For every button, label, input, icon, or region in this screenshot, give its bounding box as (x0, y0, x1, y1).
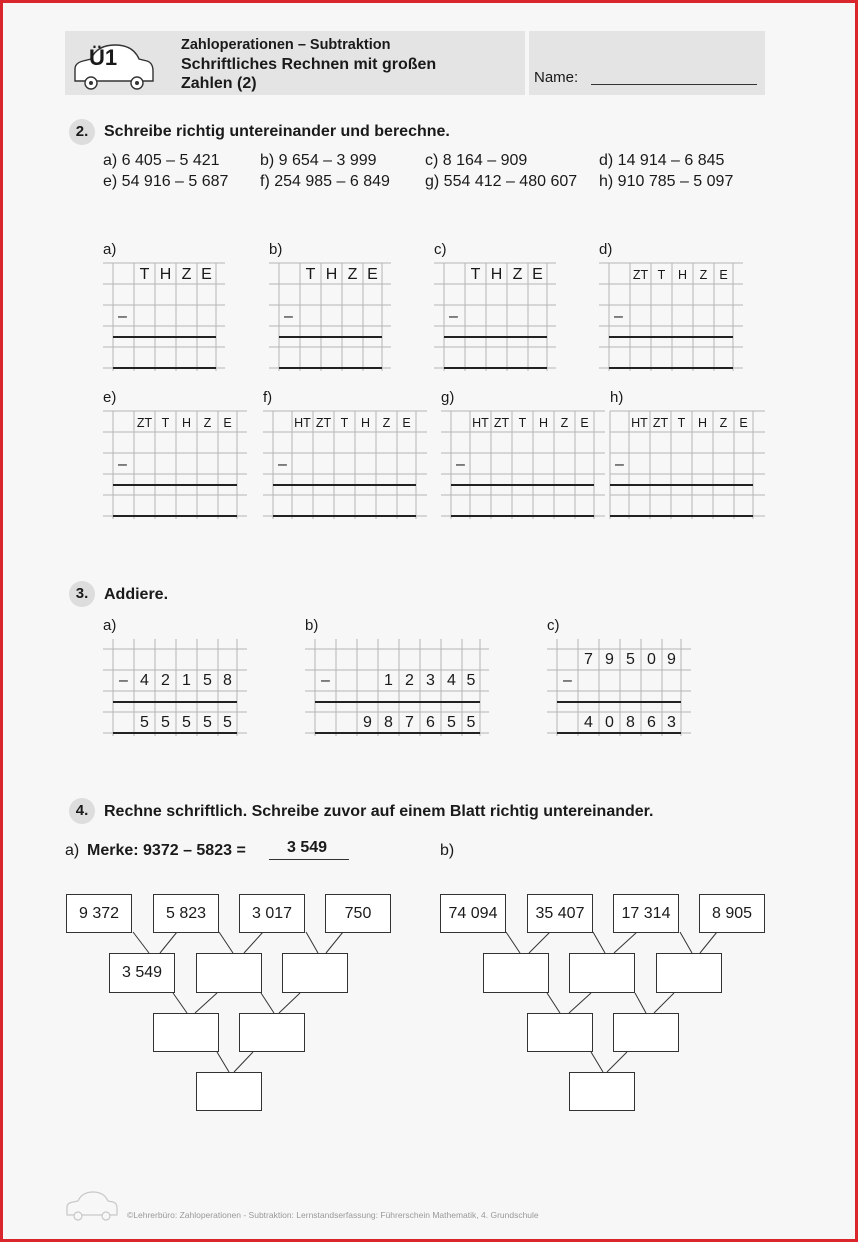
task3-b-digit: 5 (466, 672, 476, 689)
tree-b-top-box: 17 314 (613, 894, 679, 933)
tree-a-mid-box[interactable] (282, 953, 348, 993)
exercise-b: b) 9 654 – 3 999 (260, 152, 377, 169)
grid-c-header-E: E (532, 266, 543, 283)
tree-b-top-box: 35 407 (527, 894, 593, 933)
grid-f-header-H: H (360, 416, 371, 430)
tree-b-low-box[interactable] (527, 1013, 593, 1052)
grid-e-header-H: H (181, 416, 192, 430)
header-title-line1: Schriftliches Rechnen mit großen (181, 56, 437, 73)
grid-c-header-Z: Z (512, 266, 523, 283)
grid-f-header-E: E (402, 416, 411, 430)
grid-f-header-T: T (340, 416, 349, 430)
task3-b-digit: 1 (384, 672, 393, 689)
tree-b-low-box[interactable] (613, 1013, 679, 1052)
grid-c-header-T: T (470, 266, 481, 283)
grid-h-header-H: H (697, 416, 708, 430)
task2-number: 2. (69, 119, 95, 145)
tree-b-mid-box[interactable] (656, 953, 722, 993)
grid-e-header-T: T (161, 416, 170, 430)
grid-b-minus: – (284, 308, 293, 325)
exercise-f: f) 254 985 – 6 849 (260, 173, 390, 190)
task3-c-result-digit: 8 (626, 714, 635, 731)
grid-b-label: b) (269, 241, 283, 258)
task3-number: 3. (69, 581, 95, 607)
task3-instruction: Addiere. (104, 586, 169, 603)
grid-h-header-HT: HT (631, 416, 648, 430)
task3-b-digit: 4 (447, 672, 456, 689)
grid-e-minus: – (118, 456, 127, 473)
task3-c-digit: 7 (584, 651, 593, 668)
footer-car-icon (63, 1187, 119, 1223)
grid-a-minus: – (118, 308, 127, 325)
task3-a-digit: 5 (203, 672, 212, 689)
task3-a-digit: 8 (223, 672, 232, 689)
grid-f-header-Z: Z (382, 416, 391, 430)
grid-h-header-Z: Z (719, 416, 728, 430)
grid-f-label: f) (263, 389, 273, 406)
task4-a-answer: 3 549 (287, 839, 328, 856)
task3-c-digit: 9 (605, 651, 614, 668)
task3-a-result-digit: 5 (182, 714, 191, 731)
grid-d-header-Z: Z (699, 268, 708, 282)
tree-a-top-box: 750 (325, 894, 391, 933)
task4-number: 4. (69, 798, 95, 824)
grid-d-header-E: E (719, 268, 728, 282)
grid-h-header-ZT: ZT (652, 416, 669, 430)
exercise-d: d) 14 914 – 6 845 (599, 152, 725, 169)
grid-b-header-T: T (305, 266, 316, 283)
task3-c-result-digit: 6 (647, 714, 656, 731)
task3-b-result-digit: 7 (405, 714, 414, 731)
task3-c-minus: – (563, 672, 572, 689)
task3-a-digit: 1 (182, 672, 191, 689)
grid-h-header-E: E (739, 416, 748, 430)
grid-g-header-E: E (580, 416, 589, 430)
grid-b-header-E: E (367, 266, 378, 283)
grid-f-header-HT: HT (294, 416, 311, 430)
task3-a-result-digit: 5 (140, 714, 149, 731)
exercise-c: c) 8 164 – 909 (425, 152, 528, 169)
footer-copyright: ©Lehrerbüro: Zahloperationen - Subtraktion: Lernstandserfassung: Führerschein Mathematik, 4. Grundschule (127, 1210, 539, 1220)
badge: Ü1 (89, 45, 118, 70)
task3-a-result-digit: 5 (161, 714, 170, 731)
task2-instruction: Schreibe richtig untereinander und berechne. (104, 123, 450, 140)
task3-a-digit: 4 (140, 672, 149, 689)
task4-a-answer-line (269, 859, 349, 860)
grid-b-header-Z: Z (347, 266, 358, 283)
task3-b-result-digit: 8 (384, 714, 393, 731)
task3-b-minus: – (321, 672, 330, 689)
tree-b-mid-box[interactable] (569, 953, 635, 993)
tree-a-top-box: 9 372 (66, 894, 132, 933)
task3-b-result-digit: 6 (426, 714, 435, 731)
tree-a-low-box[interactable] (239, 1013, 305, 1052)
grid-g-minus: – (456, 456, 465, 473)
tree-b-bottom-box[interactable] (569, 1072, 635, 1111)
grid-g-label: g) (441, 389, 455, 406)
grid-h-minus: – (615, 456, 624, 473)
task3-b-result-digit: 5 (466, 714, 476, 731)
tree-a-top-box: 5 823 (153, 894, 219, 933)
task3-b-result-digit: 5 (447, 714, 456, 731)
task3-c-result-digit: 0 (605, 714, 614, 731)
task4-instruction: Rechne schriftlich. Schreibe zuvor auf einem Blatt richtig untereinander. (104, 803, 654, 820)
grid-d-header-T: T (657, 268, 666, 282)
task3-c-label: c) (547, 617, 560, 634)
grid-d-label: d) (599, 241, 613, 258)
tree-b-top-box: 74 094 (440, 894, 506, 933)
task2-grids[interactable] (3, 3, 858, 1245)
grid-g-header-Z: Z (560, 416, 569, 430)
grid-a-label: a) (103, 241, 117, 258)
grid-d-header-ZT: ZT (632, 268, 649, 282)
exercise-a: a) 6 405 – 5 421 (103, 152, 220, 169)
task3-b-label: b) (305, 617, 319, 634)
task3-b-result-digit: 9 (363, 714, 372, 731)
grid-b-header-H: H (325, 266, 338, 283)
grid-f-header-ZT: ZT (315, 416, 332, 430)
grid-e-label: e) (103, 389, 117, 406)
grid-d-minus: – (614, 308, 623, 325)
grid-g-header-H: H (538, 416, 549, 430)
tree-a-mid-box[interactable]: 3 549 (109, 953, 175, 993)
task4-b-label: b) (440, 842, 455, 859)
grid-a-header-Z: Z (181, 266, 192, 283)
grid-e-header-E: E (223, 416, 232, 430)
exercise-h: h) 910 785 – 5 097 (599, 173, 734, 190)
grid-c-header-H: H (490, 266, 503, 283)
tree-a-mid-box[interactable] (196, 953, 262, 993)
task3-a-minus: – (119, 672, 128, 689)
task3-c-result-digit: 4 (584, 714, 593, 731)
name-label: Name: (534, 69, 579, 86)
task3-c-digit: 5 (626, 651, 635, 668)
grid-g-header-ZT: ZT (493, 416, 510, 430)
grid-h-header-T: T (677, 416, 686, 430)
grid-e-header-Z: Z (203, 416, 212, 430)
header-title-line2: Zahlen (2) (181, 75, 257, 92)
tree-a-bottom-box[interactable] (196, 1072, 262, 1111)
grid-d-header-H: H (677, 268, 688, 282)
task4-a-prefix: a) (65, 842, 80, 859)
task3-a-result-digit: 5 (223, 714, 232, 731)
tree-b-mid-box[interactable] (483, 953, 549, 993)
exercise-g: g) 554 412 – 480 607 (425, 173, 578, 190)
task3-b-digit: 3 (426, 672, 435, 689)
grid-a-header-H: H (159, 266, 172, 283)
grid-a-header-E: E (201, 266, 212, 283)
grid-g-header-T: T (518, 416, 527, 430)
grid-h-label: h) (610, 389, 624, 406)
grid-f-minus: – (278, 456, 287, 473)
grid-e-header-ZT: ZT (136, 416, 153, 430)
grid-c-label: c) (434, 241, 447, 258)
header-subtitle: Zahloperationen – Subtraktion (181, 37, 391, 53)
grid-a-header-T: T (139, 266, 150, 283)
task3-a-result-digit: 5 (203, 714, 212, 731)
task4-a-text: Merke: 9372 – 5823 = (87, 842, 246, 859)
grid-c-minus: – (449, 308, 458, 325)
task3-c-result-digit: 3 (667, 714, 676, 731)
grid-g-header-HT: HT (472, 416, 489, 430)
task3-c-digit: 9 (667, 651, 676, 668)
tree-a-top-box: 3 017 (239, 894, 305, 933)
task3-a-label: a) (103, 617, 117, 634)
exercise-e: e) 54 916 – 5 687 (103, 173, 229, 190)
task3-b-digit: 2 (405, 672, 414, 689)
task3-c-digit: 0 (647, 651, 656, 668)
tree-b-top-box: 8 905 (699, 894, 765, 933)
task3-a-digit: 2 (161, 672, 170, 689)
tree-a-low-box[interactable] (153, 1013, 219, 1052)
